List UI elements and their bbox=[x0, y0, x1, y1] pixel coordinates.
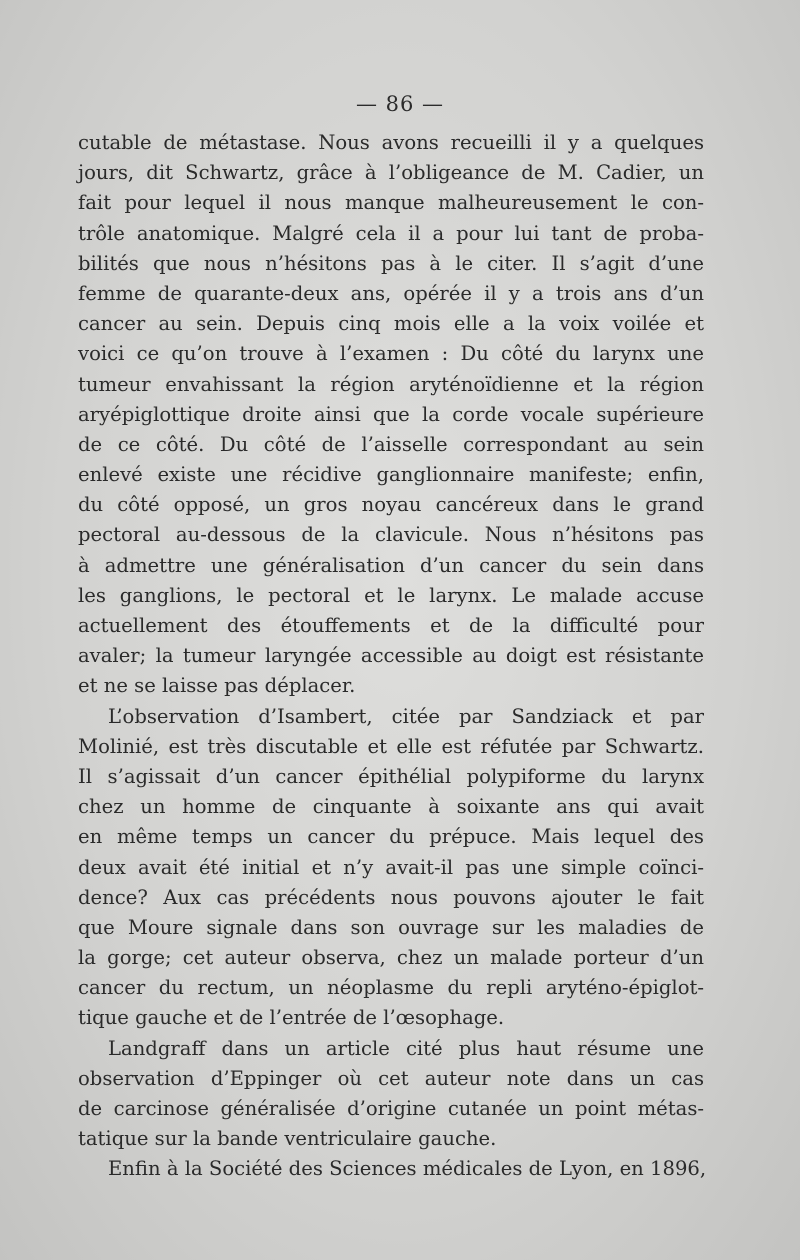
text-line: cancer au sein. Depuis cinq mois elle a la voix voilée et bbox=[78, 312, 704, 336]
text-line: fait pour lequel il nous manque malheureusement le con- bbox=[78, 191, 704, 215]
text-line: tumeur envahissant la région aryténoïdienne et la région bbox=[78, 372, 704, 396]
paragraph-end-line: tatique sur la bande ventriculaire gauche. bbox=[78, 1127, 497, 1151]
text-line: cutable de métastase. Nous avons recueilli il y a quelques bbox=[78, 131, 704, 154]
text-line: dence? Aux cas précédents nous pouvons ajouter le fait bbox=[78, 885, 704, 909]
text-line: les ganglions, le pectoral et le larynx. Le malade accuse bbox=[78, 583, 704, 607]
text-line: deux avait été initial et n’y avait-il pas une simple coïnci- bbox=[78, 855, 704, 879]
text-line: femme de quarante-deux ans, opérée il y a trois ans d’un bbox=[78, 281, 704, 305]
text-line: de ce côté. Du côté de l’aisselle correspondant au sein bbox=[78, 432, 704, 456]
text-line: la gorge; cet auteur observa, chez un malade porteur d’un bbox=[78, 946, 704, 970]
text-line: à admettre une généralisation d’un cancer du sein dans bbox=[78, 553, 704, 577]
paragraph-start-line: Landgraff dans un article cité plus haut résume une bbox=[108, 1036, 704, 1060]
body-text bbox=[78, 128, 707, 1185]
page-number: — 86 — bbox=[355, 92, 445, 116]
text-line: aryépiglottique droite ainsi que la corde vocale supérieure bbox=[78, 402, 704, 426]
text-line: du côté opposé, un gros noyau cancéreux dans le grand bbox=[78, 493, 704, 517]
text-line: Il s’agissait d’un cancer épithélial polypiforme du larynx bbox=[78, 764, 704, 788]
text-line: pectoral au-dessous de la clavicule. Nous n’hésitons pas bbox=[78, 523, 704, 547]
text-line: chez un homme de cinquante à soixante ans qui avait bbox=[78, 795, 704, 819]
text-line: de carcinose généralisée d’origine cutanée un point métas- bbox=[78, 1097, 704, 1120]
paragraph-end-line: tique gauche et de l’entrée de l’œsophage. bbox=[78, 1006, 505, 1030]
text-line: trôle anatomique. Malgré cela il a pour lui tant de proba- bbox=[78, 221, 704, 245]
text-line: bilités que nous n’hésitons pas à le citer. Il s’agit d’une bbox=[78, 251, 704, 275]
text-line: Molinié, est très discutable et elle est réfutée par Schwartz. bbox=[78, 734, 704, 758]
text-line: enlevé existe une récidive ganglionnaire manifeste; enfin, bbox=[78, 463, 704, 487]
text-line: observation d’Eppinger où cet auteur note dans un cas bbox=[78, 1066, 704, 1090]
text-line: avaler; la tumeur laryngée accessible au doigt est résistante bbox=[78, 644, 704, 668]
paragraph-start-line: Enfin à la Société des Sciences médicales de Lyon, en 1896, bbox=[108, 1157, 707, 1181]
text-line: actuellement des étouffements et de la difficulté pour bbox=[78, 614, 704, 637]
paragraph-end-line: et ne se laisse pas déplacer. bbox=[78, 674, 356, 698]
text-line: cancer du rectum, un néoplasme du repli aryténo-épiglot- bbox=[78, 976, 704, 1000]
text-line: que Moure signale dans son ouvrage sur les maladies de bbox=[78, 915, 704, 939]
text-line: voici ce qu’on trouve à l’examen : Du côté du larynx une bbox=[78, 342, 704, 366]
paragraph-start-line: L’observation d’Isambert, citée par Sandziack et par bbox=[108, 704, 704, 728]
text-line: jours, dit Schwartz, grâce à l’obligeance de M. Cadier, un bbox=[78, 161, 704, 185]
text-line: en même temps un cancer du prépuce. Mais lequel des bbox=[78, 825, 704, 849]
